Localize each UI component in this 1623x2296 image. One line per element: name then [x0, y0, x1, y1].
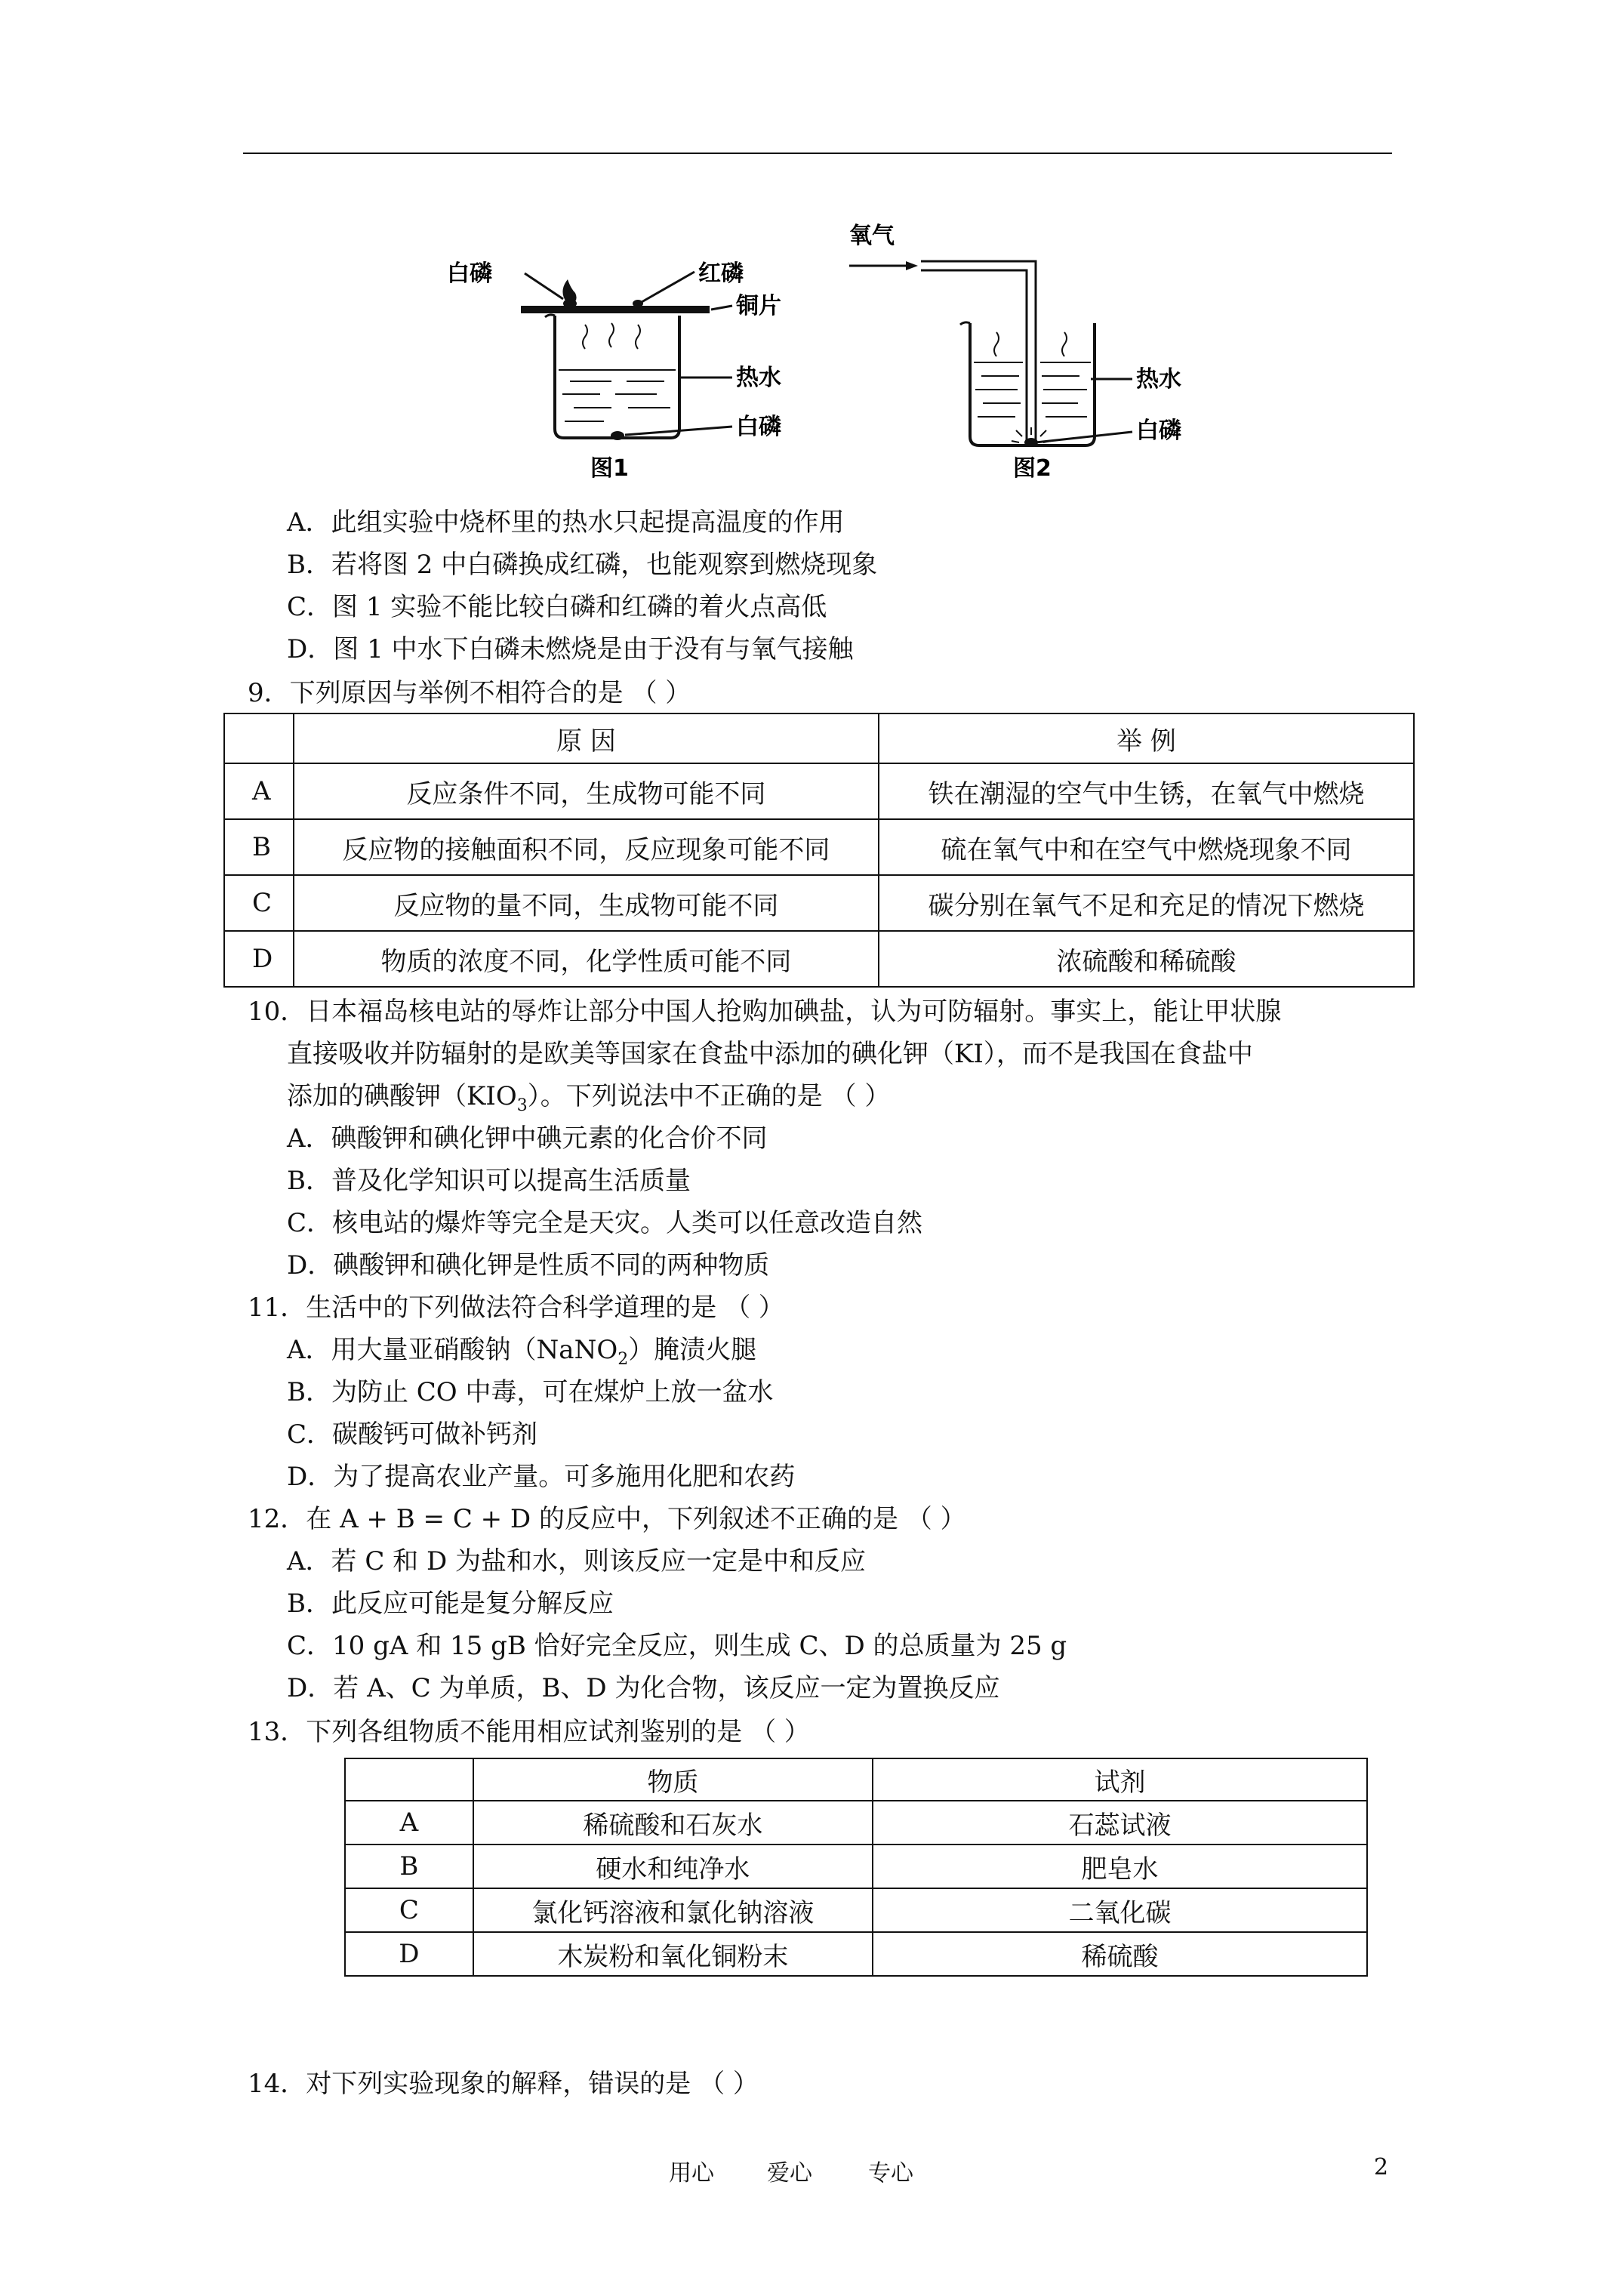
row-label: A	[224, 763, 294, 819]
footer-motto-3: 专心	[868, 2160, 913, 2187]
arrow-icon	[906, 261, 918, 270]
row-label: A	[345, 1801, 473, 1845]
table-cell: 反应条件不同，生成物可能不同	[294, 763, 879, 819]
q11-stem: 11．生活中的下列做法符合科学道理的是 （ ）	[248, 1293, 784, 1323]
table-header: 物质	[473, 1758, 873, 1801]
table-cell: 石蕊试液	[873, 1801, 1367, 1845]
q11-a-text: A．用大量亚硝酸钠（NaNO	[287, 1335, 618, 1365]
q11-option-b: B．为防止 CO 中毒，可在煤炉上放一盆水	[287, 1377, 774, 1407]
q10-subscript: 3	[516, 1096, 528, 1115]
figure-2-beaker-oxygen-tube	[838, 211, 1246, 491]
table-cell	[345, 1758, 473, 1801]
q12-option-d: D．若 A、C 为单质，B、D 为化合物，该反应一定为置换反应	[287, 1673, 1000, 1703]
q11-option-c: C．碳酸钙可做补钙剂	[287, 1419, 538, 1450]
oxygen-tube	[921, 261, 1036, 442]
table-row	[224, 875, 1414, 931]
table-cell: 碳分别在氧气不足和充足的情况下燃烧	[879, 875, 1414, 931]
q10-option-c: C．核电站的爆炸等完全是天灾。人类可以任意改造自然	[287, 1208, 923, 1238]
q12-option-b: B．此反应可能是复分解反应	[287, 1589, 614, 1619]
row-label: B	[224, 819, 294, 875]
table-cell: 铁在潮湿的空气中生锈，在氧气中燃烧	[879, 763, 1414, 819]
table-row	[345, 1932, 1367, 1976]
table-cell: 氯化钙溶液和氯化钠溶液	[473, 1888, 873, 1932]
row-label: D	[345, 1932, 473, 1976]
footer-motto-1: 用心	[669, 2160, 714, 2187]
q9-stem: 9．下列原因与举例不相符合的是 （ ）	[248, 678, 691, 708]
q9-table	[223, 713, 1415, 988]
q8-option-d: D．图 1 中水下白磷未燃烧是由于没有与氧气接触	[287, 634, 854, 664]
table-cell: 硬水和纯净水	[473, 1845, 873, 1888]
q8-option-b: B．若将图 2 中白磷换成红磷，也能观察到燃烧现象	[287, 550, 878, 580]
footer-motto-2: 爱心	[767, 2160, 812, 2187]
label-white-phosphorus-bottom: 白磷	[736, 414, 781, 440]
table-row	[345, 1888, 1367, 1932]
table-row	[224, 819, 1414, 875]
figure-1-caption: 图1	[590, 455, 629, 482]
q10-option-a: A．碘酸钾和碘化钾中碘元素的化合价不同	[287, 1123, 768, 1154]
page-number: 2	[1374, 2154, 1389, 2180]
label-oxygen: 氧气	[849, 223, 895, 249]
q8-option-a: A．此组实验中烧杯里的热水只起提高温度的作用	[287, 507, 845, 538]
q13-table	[344, 1758, 1368, 1977]
q10-text-a: 添加的碘酸钾（KIO	[287, 1081, 517, 1111]
q10-stem-line1: 10．日本福岛核电站的辱炸让部分中国人抢购加碘盐，认为可防辐射。事实上，能让甲状腺	[248, 997, 1282, 1027]
label-copper-plate: 铜片	[736, 293, 781, 319]
label-hot-water: 热水	[1136, 366, 1181, 393]
q11-a-text-end: ）腌渍火腿	[628, 1335, 757, 1365]
table-cell: 反应物的接触面积不同，反应现象可能不同	[294, 819, 879, 875]
white-phosphorus-top	[563, 299, 577, 308]
label-hot-water: 热水	[736, 365, 781, 391]
row-label: D	[224, 931, 294, 987]
row-label: C	[224, 875, 294, 931]
q11-option-a	[287, 1333, 756, 1367]
q12-stem: 12．在 A + B = C + D 的反应中，下列叙述不正确的是 （ ）	[248, 1504, 966, 1534]
table-header-row	[345, 1758, 1367, 1801]
label-white-phosphorus-top: 白磷	[447, 260, 492, 287]
table-row	[224, 763, 1414, 819]
row-label: C	[345, 1888, 473, 1932]
table-cell: 木炭粉和氧化铜粉末	[473, 1932, 873, 1976]
table-header: 试剂	[873, 1758, 1367, 1801]
q13-stem: 13．下列各组物质不能用相应试剂鉴别的是 （ ）	[248, 1717, 810, 1747]
figure-2-caption: 图2	[1013, 455, 1052, 482]
q10-stem-line3	[287, 1080, 890, 1113]
q14-stem: 14．对下列实验现象的解释，错误的是 （ ）	[248, 2069, 759, 2099]
table-cell	[224, 713, 294, 763]
table-row	[345, 1801, 1367, 1845]
table-cell: 稀硫酸	[873, 1932, 1367, 1976]
q12-option-c: C．10 gA 和 15 gB 恰好完全反应，则生成 C、D 的总质量为 25 g	[287, 1631, 1067, 1661]
q10-text-b: ）。下列说法中不正确的是 （ ）	[527, 1081, 891, 1111]
header-rule	[243, 153, 1392, 154]
q11-subscript: 2	[617, 1349, 629, 1369]
row-label: B	[345, 1845, 473, 1888]
white-phosphorus-underwater	[611, 431, 624, 440]
table-cell: 稀硫酸和石灰水	[473, 1801, 873, 1845]
q8-option-c: C．图 1 实验不能比较白磷和红磷的着火点高低	[287, 592, 827, 622]
q11-option-d: D．为了提高农业产量。可多施用化肥和农药	[287, 1462, 796, 1492]
label-white-phosphorus: 白磷	[1136, 418, 1181, 444]
table-cell: 硫在氧气中和在空气中燃烧现象不同	[879, 819, 1414, 875]
table-header: 举 例	[879, 713, 1414, 763]
label-red-phosphorus: 红磷	[698, 260, 744, 287]
table-cell: 浓硫酸和稀硫酸	[879, 931, 1414, 987]
figure-1-beaker-copper-plate	[430, 227, 793, 491]
q10-stem-line2: 直接吸收并防辐射的是欧美等国家在食盐中添加的碘化钾（KI），而不是我国在食盐中	[287, 1039, 1253, 1069]
copper-plate	[521, 306, 710, 313]
table-header: 原 因	[294, 713, 879, 763]
table-cell: 肥皂水	[873, 1845, 1367, 1888]
q12-option-a: A．若 C 和 D 为盐和水，则该反应一定是中和反应	[287, 1546, 867, 1576]
table-row	[224, 931, 1414, 987]
table-cell: 物质的浓度不同，化学性质可能不同	[294, 931, 879, 987]
q10-option-b: B．普及化学知识可以提高生活质量	[287, 1166, 691, 1196]
table-header-row	[224, 713, 1414, 763]
q10-option-d: D．碘酸钾和碘化钾是性质不同的两种物质	[287, 1250, 770, 1281]
table-cell: 反应物的量不同，生成物可能不同	[294, 875, 879, 931]
table-row	[345, 1845, 1367, 1888]
table-cell: 二氧化碳	[873, 1888, 1367, 1932]
